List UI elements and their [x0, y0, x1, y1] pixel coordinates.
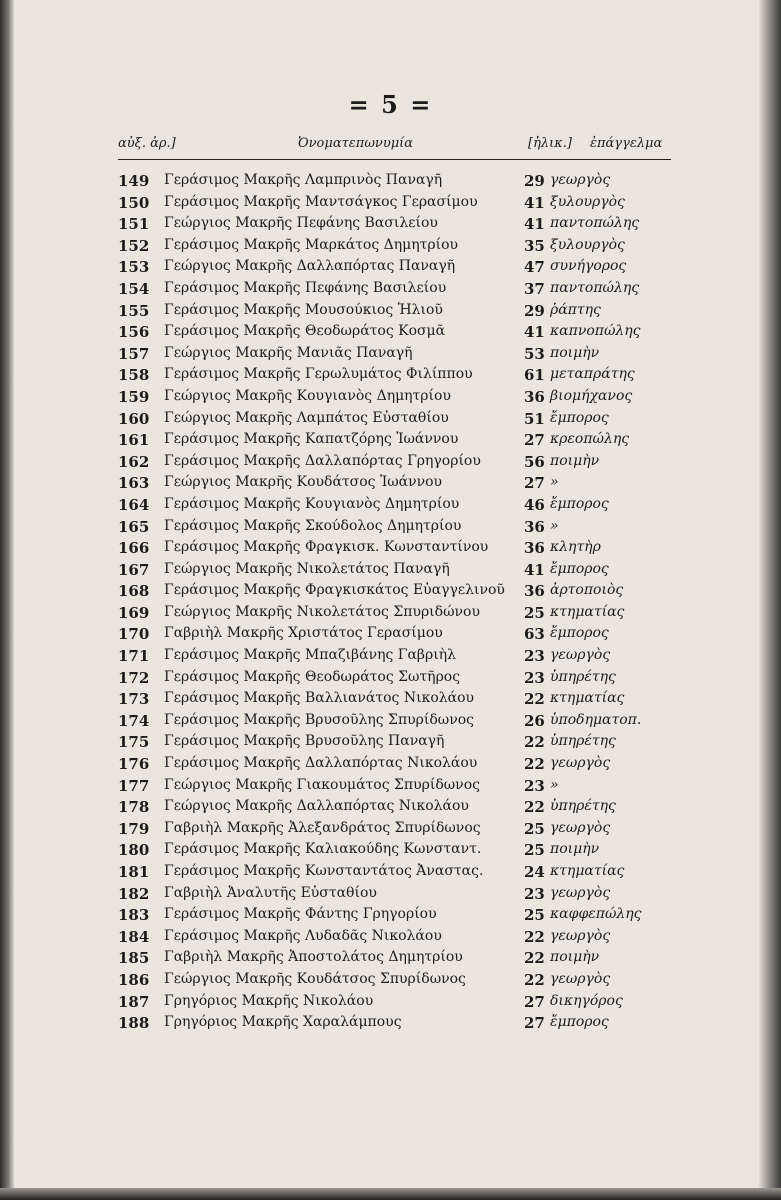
entry-occupation: ξυλουργὸς	[550, 193, 625, 210]
entry-number: 153	[118, 258, 150, 277]
list-item	[118, 690, 678, 712]
entry-name: Γεώργιος Μακρῆς Κουδάτσος Ἰωάννου	[164, 474, 443, 491]
list-item	[118, 949, 678, 971]
entry-number: 180	[118, 841, 150, 860]
entry-name: Γεράσιμος Μακρῆς Μαρκάτος Δημητρίου	[164, 236, 459, 253]
entry-occupation: ἀρτοποιὸς	[550, 582, 624, 599]
entry-age: 53	[524, 344, 545, 363]
entry-age: 41	[524, 215, 545, 234]
entry-number: 171	[118, 647, 150, 666]
entry-number: 151	[118, 215, 150, 234]
entry-number: 157	[118, 344, 150, 363]
entry-occupation: ποιμὴν	[550, 841, 600, 858]
entry-occupation: γεωργὸς	[550, 927, 611, 944]
column-header-name: Ὀνοματεπωνυμία	[298, 136, 414, 151]
entry-age: 41	[524, 193, 545, 212]
entry-occupation: καπνοπώλης	[550, 323, 641, 340]
entry-occupation: ὑποδηματοπ.	[550, 711, 642, 728]
entry-age: 23	[524, 668, 545, 687]
entry-name: Γεράσιμος Μακρῆς Μαντσάγκος Γερασίμου	[164, 193, 478, 210]
entry-name: Γεώργιος Μακρῆς Γιακουμάτος Σπυρίδωνος	[164, 776, 480, 793]
entry-occupation: κτηματίας	[550, 863, 625, 879]
entry-occupation: κτηματίας	[550, 690, 625, 707]
entry-name: Γεράσιμος Μακρῆς Γερωλυμάτος Φιλίππου	[164, 366, 473, 383]
entry-occupation: κρεοπώλης	[550, 431, 630, 448]
page-edge-left	[0, 0, 14, 1200]
entry-age: 25	[524, 906, 545, 925]
column-header-age: [ἡλικ.]	[528, 136, 572, 151]
entry-number: 149	[118, 172, 150, 190]
entry-name: Γεράσιμος Μακρῆς Φραγκισκ. Κωνσταντίνου	[164, 539, 489, 556]
entry-number: 179	[118, 819, 150, 838]
entry-occupation: ἔμπορος	[550, 495, 609, 512]
entry-name: Γεώργιος Μακρῆς Δαλλαπόρτας Νικολάου	[164, 798, 469, 815]
entry-number: 174	[118, 711, 150, 730]
entry-name: Γεράσιμος Μακρῆς Μουσούκιος Ἡλιοῦ	[164, 301, 443, 318]
entry-age: 22	[524, 949, 545, 968]
entry-occupation: »	[550, 776, 559, 793]
entry-name: Γαβριὴλ Μακρῆς Χριστάτος Γερασίμου	[164, 625, 443, 642]
list-item	[118, 582, 678, 604]
entry-age: 47	[524, 258, 545, 277]
list-item	[118, 453, 678, 475]
entry-age: 29	[524, 301, 545, 320]
entry-name: Γρηγόριος Μακρῆς Χαραλάμπους	[164, 1014, 402, 1031]
entry-name: Γεώργιος Μακρῆς Κουγιανὸς Δημητρίου	[164, 387, 451, 404]
entry-age: 61	[524, 366, 545, 385]
entry-occupation: γεωργὸς	[550, 172, 611, 188]
entry-age: 36	[524, 582, 545, 601]
entry-age: 36	[524, 387, 545, 406]
list-item	[118, 647, 678, 669]
entry-age: 24	[524, 863, 545, 881]
entry-name: Γεώργιος Μακρῆς Νικολετάτος Παναγῆ	[164, 560, 450, 577]
entry-age: 56	[524, 452, 545, 471]
entry-number: 160	[118, 409, 150, 428]
entry-name: Γεώργιος Μακρῆς Κουδάτσος Σπυρίδωνος	[164, 970, 466, 987]
entry-name: Γεράσιμος Μακρῆς Καλιακούδης Κωνσταντ.	[164, 841, 482, 858]
entry-age: 27	[524, 992, 545, 1011]
list-item	[118, 496, 678, 518]
page-number: = 5 =	[348, 90, 433, 119]
list-item	[118, 625, 678, 647]
entry-occupation: »	[550, 517, 559, 534]
list-item	[118, 928, 678, 950]
entry-number: 177	[118, 776, 150, 795]
entry-name: Γαβριὴλ Μακρῆς Ἀποστολάτος Δημητρίου	[164, 949, 463, 966]
entry-occupation: δικηγόρος	[550, 992, 623, 1009]
entry-number: 162	[118, 452, 150, 471]
entry-age: 25	[524, 819, 545, 838]
entry-age: 41	[524, 560, 545, 579]
entry-occupation: ξυλουργὸς	[550, 236, 625, 253]
entry-age: 29	[524, 172, 545, 190]
list-item	[118, 561, 678, 583]
entry-age: 22	[524, 733, 545, 752]
list-item	[118, 777, 678, 799]
entry-occupation: ἔμπορος	[550, 560, 609, 577]
entry-name: Γεράσιμος Μακρῆς Λυδαδᾶς Νικολάου	[164, 927, 442, 944]
list-item	[118, 237, 678, 259]
entry-number: 183	[118, 906, 150, 925]
entry-name: Γεράσιμος Μακρῆς Πεφάνης Βασιλείου	[164, 279, 447, 296]
entry-number: 175	[118, 733, 150, 752]
page-edge-right	[759, 0, 781, 1200]
entry-age: 27	[524, 431, 545, 450]
entry-name: Γεράσιμος Μακρῆς Βαλλιανάτος Νικολάου	[164, 690, 475, 707]
entry-age: 27	[524, 1014, 545, 1033]
entry-number: 154	[118, 279, 150, 298]
list-item	[118, 820, 678, 842]
entry-occupation: συνήγορος	[550, 258, 627, 275]
entry-name: Γεώργιος Μακρῆς Πεφάνης Βασιλείου	[164, 215, 438, 232]
entry-occupation: ποιμὴν	[550, 344, 600, 361]
entry-number: 184	[118, 927, 150, 946]
entry-number: 173	[118, 690, 150, 709]
entry-number: 167	[118, 560, 150, 579]
entry-name: Γεράσιμος Μακρῆς Κουγιανὸς Δημητρίου	[164, 495, 460, 512]
page-edge-bottom	[0, 1188, 781, 1200]
column-header-occupation: ἐπάγγελμα	[590, 136, 663, 151]
entry-number: 156	[118, 323, 150, 342]
list-item	[118, 474, 678, 496]
entry-name: Γεράσιμος Μακρῆς Θεοδωράτος Κοσμᾶ	[164, 323, 446, 340]
list-item	[118, 302, 678, 324]
list-item	[118, 906, 678, 928]
list-item	[118, 993, 678, 1015]
entry-number: 181	[118, 863, 150, 881]
list-item	[118, 863, 678, 885]
entry-name: Γεώργιος Μακρῆς Μανιᾶς Παναγῆ	[164, 344, 413, 361]
entry-occupation: ὑπηρέτης	[550, 668, 616, 685]
entry-name: Γρηγόριος Μακρῆς Νικολάου	[164, 992, 374, 1009]
entry-age: 22	[524, 690, 545, 709]
entry-age: 37	[524, 279, 545, 298]
list-item	[118, 841, 678, 863]
list-item	[118, 215, 678, 237]
entry-age: 23	[524, 776, 545, 795]
entry-name: Γεράσιμος Μακρῆς Φάντης Γρηγορίου	[164, 906, 437, 923]
entry-age: 46	[524, 495, 545, 514]
list-item	[118, 733, 678, 755]
entry-name: Γεράσιμος Μακρῆς Θεοδωράτος Σωτῆρος	[164, 668, 461, 685]
list-item	[118, 194, 678, 216]
entry-number: 163	[118, 474, 150, 493]
entry-number: 164	[118, 495, 150, 514]
entry-number: 185	[118, 949, 150, 968]
entry-occupation: κτηματίας	[550, 603, 625, 620]
entry-age: 26	[524, 711, 545, 730]
list-item	[118, 885, 678, 907]
list-item	[118, 755, 678, 777]
list-item	[118, 712, 678, 734]
list-item	[118, 388, 678, 410]
entry-number: 155	[118, 301, 150, 320]
entry-name: Γεράσιμος Μακρῆς Σκούδολος Δημητρίου	[164, 517, 462, 534]
entry-name: Γεώργιος Μακρῆς Νικολετάτος Σπυριδώνου	[164, 603, 480, 620]
entry-name: Γεράσιμος Μακρῆς Καπατζόρης Ἰωάννου	[164, 431, 459, 448]
entry-occupation: ὑπηρέτης	[550, 733, 616, 750]
list-item	[118, 518, 678, 540]
entry-name: Γεράσιμος Μακρῆς Κωνσταντάτος Ἀναστας.	[164, 863, 484, 879]
entry-age: 25	[524, 841, 545, 860]
list-item	[118, 971, 678, 993]
entry-age: 41	[524, 323, 545, 342]
entry-occupation: γεωργὸς	[550, 884, 611, 901]
entry-occupation: γεωργὸς	[550, 819, 611, 836]
entry-number: 187	[118, 992, 150, 1011]
entry-name: Γεράσιμος Μακρῆς Φραγκισκάτος Εὐαγγελινοῦ	[164, 582, 505, 599]
entry-occupation: γεωργὸς	[550, 970, 611, 987]
entry-occupation: ἔμπορος	[550, 409, 609, 426]
entry-occupation: παντοπώλης	[550, 215, 640, 232]
list-item	[118, 798, 678, 820]
entry-age: 63	[524, 625, 545, 644]
entry-name: Γεράσιμος Μακρῆς Δαλλαπόρτας Νικολάου	[164, 755, 478, 772]
entry-occupation: μεταπράτης	[550, 366, 635, 383]
list-item	[118, 366, 678, 388]
list-item	[118, 604, 678, 626]
entry-age: 22	[524, 755, 545, 774]
entry-number: 152	[118, 236, 150, 255]
entry-age: 25	[524, 603, 545, 622]
entry-name: Γεράσιμος Μακρῆς Βρυσοῦλης Σπυρίδωνος	[164, 711, 474, 728]
list-item	[118, 431, 678, 453]
entry-name: Γεώργιος Μακρῆς Δαλλαπόρτας Παναγῆ	[164, 258, 456, 275]
entry-name: Γεράσιμος Μακρῆς Δαλλαπόρτας Γρηγορίου	[164, 452, 481, 469]
entry-age: 22	[524, 927, 545, 946]
entry-name: Γεράσιμος Μακρῆς Βρυσοῦλης Παναγῆ	[164, 733, 445, 750]
entry-name: Γεράσιμος Μακρῆς Λαμπρινὸς Παναγῆ	[164, 172, 443, 188]
entry-number: 178	[118, 798, 150, 817]
entry-number: 172	[118, 668, 150, 687]
register-list	[118, 172, 678, 1036]
entry-number: 166	[118, 539, 150, 558]
entry-name: Γεράσιμος Μακρῆς Μπαζιβάνης Γαβριὴλ	[164, 647, 457, 664]
entry-age: 23	[524, 884, 545, 903]
entry-occupation: γεωργὸς	[550, 755, 611, 772]
entry-number: 170	[118, 625, 150, 644]
entry-occupation: καφφεπώλης	[550, 906, 642, 923]
entry-number: 158	[118, 366, 150, 385]
list-item	[118, 1014, 678, 1036]
entry-number: 182	[118, 884, 150, 903]
entry-occupation: ῥάπτης	[550, 301, 601, 318]
entry-number: 169	[118, 603, 150, 622]
entry-occupation: γεωργὸς	[550, 647, 611, 664]
entry-number: 176	[118, 755, 150, 774]
entry-age: 22	[524, 970, 545, 989]
entry-number: 168	[118, 582, 150, 601]
list-item	[118, 345, 678, 367]
entry-number: 188	[118, 1014, 150, 1033]
entry-age: 23	[524, 647, 545, 666]
entry-age: 36	[524, 517, 545, 536]
entry-age: 36	[524, 539, 545, 558]
entry-age: 35	[524, 236, 545, 255]
entry-occupation: παντοπώλης	[550, 279, 640, 296]
list-item	[118, 258, 678, 280]
list-item	[118, 669, 678, 691]
entry-occupation: κλητὴρ	[550, 539, 601, 556]
entry-occupation: ποιμὴν	[550, 949, 600, 966]
entry-occupation: »	[550, 474, 559, 491]
entry-occupation: βιομήχανος	[550, 387, 633, 404]
entry-number: 165	[118, 517, 150, 536]
entry-occupation: ὑπηρέτης	[550, 798, 616, 815]
entry-occupation: ἔμπορος	[550, 1014, 609, 1031]
list-item	[118, 323, 678, 345]
entry-name: Γαβριὴλ Μακρῆς Ἀλεξανδράτος Σπυρίδωνος	[164, 819, 481, 836]
entry-occupation: ἔμπορος	[550, 625, 609, 642]
list-item	[118, 539, 678, 561]
entry-occupation: ποιμὴν	[550, 452, 600, 469]
entry-number: 186	[118, 970, 150, 989]
entry-number: 150	[118, 193, 150, 212]
entry-age: 51	[524, 409, 545, 428]
entry-number: 161	[118, 431, 150, 450]
entry-age: 22	[524, 798, 545, 817]
entry-name: Γαβριὴλ Ἀναλυτῆς Εὐσταθίου	[164, 884, 377, 901]
column-headers	[118, 136, 678, 158]
header-rule	[118, 159, 671, 160]
entry-number: 159	[118, 387, 150, 406]
list-item	[118, 280, 678, 302]
list-item	[118, 172, 678, 194]
entry-age: 27	[524, 474, 545, 493]
list-item	[118, 410, 678, 432]
entry-name: Γεώργιος Μακρῆς Λαμπάτος Εὐσταθίου	[164, 409, 449, 426]
column-header-number: αὐξ. ἀρ.]	[118, 136, 176, 151]
